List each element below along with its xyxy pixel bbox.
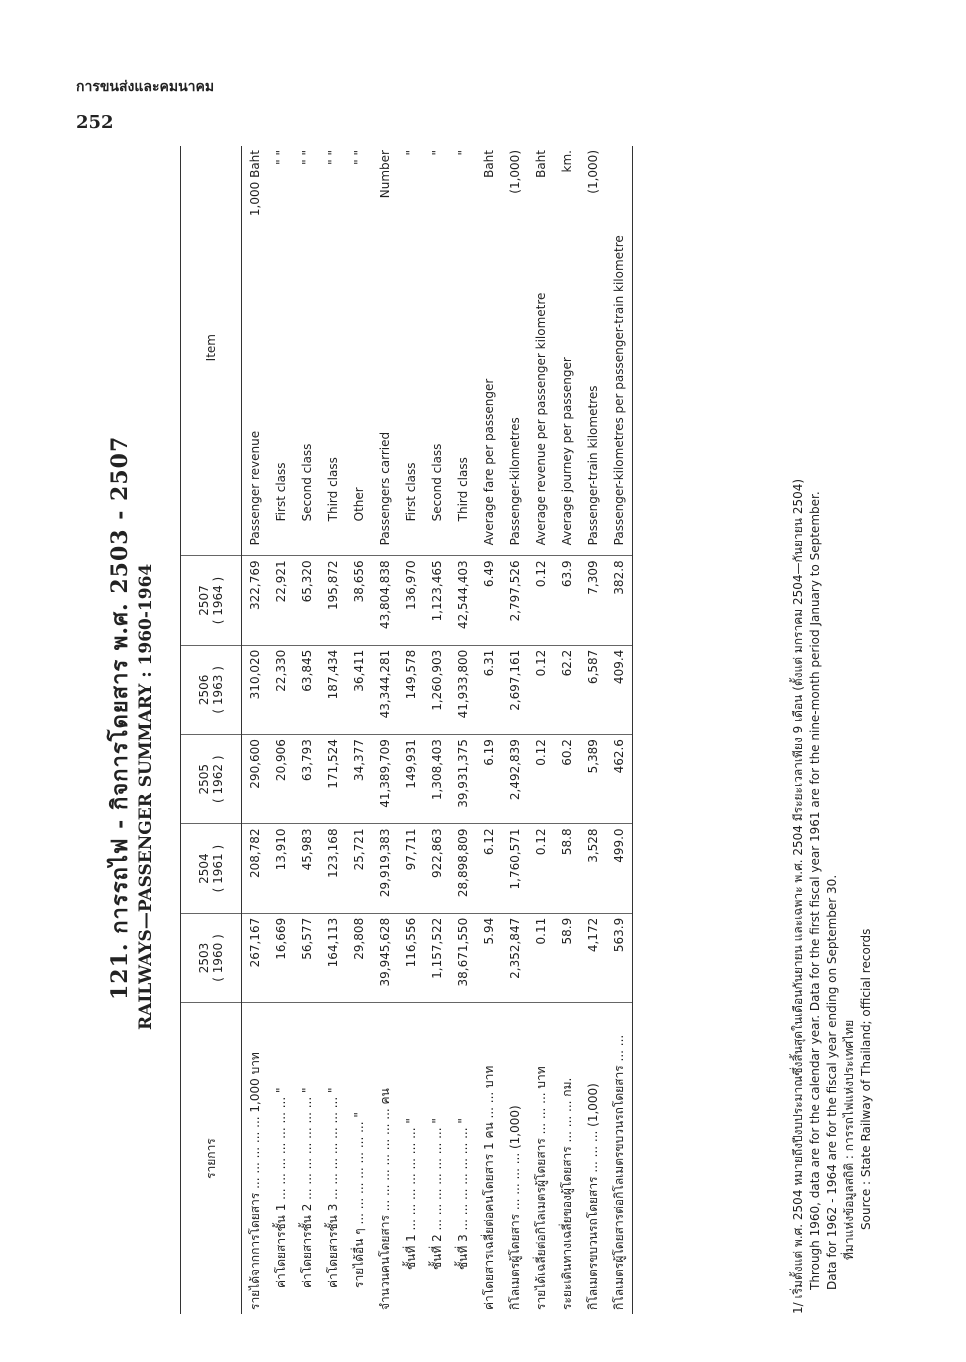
year-be: 2506	[197, 674, 211, 706]
value-cell: 6,587	[580, 645, 606, 734]
value-cell: 2,797,526	[502, 556, 528, 645]
value-cell: 3,528	[580, 824, 606, 913]
value-cell: 39,931,375	[450, 735, 476, 824]
row-unit: "	[404, 150, 418, 156]
value-cell: 42,544,403	[450, 556, 476, 645]
table-row	[476, 146, 502, 1314]
value-cell: 63.9	[554, 556, 580, 645]
footnote-thai: 1/ เริ่มตั้งแต่ พ.ศ. 2504 หมายถึงปีงบประมาณซึ่งสิ้นสุดในเดือนกันยายน และเฉพาะ พ.ศ. 2504 มีระยะเวลาเพียง 9 เดือน (ตั้งแต่ มกราคม 2504—กันยายน 2504)	[791, 478, 805, 1314]
table-row	[398, 146, 424, 1314]
value-cell: 322,769	[242, 556, 269, 645]
row-unit	[606, 146, 633, 231]
row-label-thai: รายได้อื่น ๆ ... ... ... ... ... ... ... "	[351, 1112, 366, 1288]
value-cell: 6.49	[476, 556, 502, 645]
value-cell: 149,931	[398, 735, 424, 824]
header-year	[181, 913, 242, 1002]
row-unit: Number	[378, 150, 392, 199]
value-cell: 0.12	[528, 735, 554, 824]
row-unit: " "	[300, 150, 314, 165]
value-cell: 36,411	[346, 645, 372, 734]
row-label-thai: ค่าโดยสารเฉลี่ยต่อคนโดยสาร 1 คน ... ... บาท	[481, 1065, 496, 1310]
value-cell: 56,577	[294, 913, 320, 1002]
row-label-english: Passenger-kilometres per passenger-train kilometre	[606, 231, 633, 556]
value-cell: 20,906	[268, 735, 294, 824]
value-cell: 41,933,800	[450, 645, 476, 734]
value-cell: 5,389	[580, 735, 606, 824]
value-cell: 499.0	[606, 824, 633, 913]
source-english: Source : State Railway of Thailand; official records	[859, 928, 873, 1230]
row-unit: km.	[560, 150, 574, 173]
header-year	[181, 645, 242, 734]
header-year	[181, 556, 242, 645]
value-cell: 149,578	[398, 645, 424, 734]
value-cell: 6.31	[476, 645, 502, 734]
header-english-item: Item	[181, 146, 242, 556]
year-ad: ( 1962 )	[211, 755, 225, 804]
value-cell: 563.9	[606, 913, 633, 1002]
row-label-english: Third class	[320, 231, 346, 556]
source-thai: ที่มาแห่งข้อมูลสถิติ : การรถไฟแห่งประเทศไทย	[842, 1019, 856, 1260]
row-label-english: Third class	[450, 231, 476, 556]
value-cell: 290,600	[242, 735, 269, 824]
row-label-thai: รายได้เฉลี่ยต่อกิโลเมตรผู้โดยสาร ... ... ... บาท	[533, 1066, 548, 1310]
value-cell: 6.12	[476, 824, 502, 913]
table-row	[450, 146, 476, 1314]
row-unit: " "	[274, 150, 288, 165]
value-cell: 0.12	[528, 824, 554, 913]
row-label-english: Passenger-train kilometres	[580, 231, 606, 556]
row-label-english: Other	[346, 231, 372, 556]
row-label-thai: กิโลเมตรผู้โดยสาร ... ... ... ... (1,000)	[507, 1105, 522, 1310]
row-unit: (1,000)	[508, 150, 522, 194]
table-row	[242, 146, 269, 1314]
value-cell: 136,970	[398, 556, 424, 645]
value-cell: 2,492,839	[502, 735, 528, 824]
year-ad: ( 1961 )	[211, 844, 225, 893]
year-ad: ( 1964 )	[211, 576, 225, 625]
row-label-thai: ชั้นที่ 3 ... ... ... ... ... ... ... "	[455, 1118, 470, 1270]
value-cell: 29,808	[346, 913, 372, 1002]
row-label-thai: ระยะเดินทางเฉลี่ยของผู้โดยสาร ... ... ... กม.	[559, 1077, 574, 1310]
value-cell: 45,983	[294, 824, 320, 913]
table-row	[346, 146, 372, 1314]
value-cell: 1,157,522	[424, 913, 450, 1002]
value-cell: 0.11	[528, 913, 554, 1002]
row-label-thai: ชั้นที่ 2 ... ... ... ... ... ... ... "	[429, 1118, 444, 1270]
row-label-english: First class	[398, 231, 424, 556]
value-cell: 1,123,465	[424, 556, 450, 645]
table-row	[580, 146, 606, 1314]
value-cell: 208,782	[242, 824, 269, 913]
table-row	[502, 146, 528, 1314]
value-cell: 267,167	[242, 913, 269, 1002]
year-be: 2505	[197, 763, 211, 795]
value-cell: 164,113	[320, 913, 346, 1002]
table-header-row	[181, 146, 242, 1314]
value-cell: 1,760,571	[502, 824, 528, 913]
row-label-english: Passenger-kilometres	[502, 231, 528, 556]
row-label-english: Second class	[294, 231, 320, 556]
table-title-thai: 121. การรถไฟ - กิจการโดยสาร พ.ศ. 2503 - 2507	[107, 435, 133, 1000]
row-unit: Baht	[534, 150, 548, 178]
value-cell: 922,863	[424, 824, 450, 913]
row-label-thai: ค่าโดยสารชั้น 2 ... ... ... ... ... ... ... "	[299, 1087, 314, 1288]
value-cell: 462.6	[606, 735, 633, 824]
passenger-summary-table	[180, 146, 633, 1314]
table-row	[294, 146, 320, 1314]
value-cell: 22,330	[268, 645, 294, 734]
value-cell: 382.8	[606, 556, 633, 645]
value-cell: 310,020	[242, 645, 269, 734]
value-cell: 2,697,161	[502, 645, 528, 734]
value-cell: 63,845	[294, 645, 320, 734]
table-title-english: RAILWAYS—PASSENGER SUMMARY : 1960-1964	[136, 563, 156, 1030]
header-year	[181, 824, 242, 913]
value-cell: 0.12	[528, 556, 554, 645]
value-cell: 39,945,628	[372, 913, 398, 1002]
value-cell: 25,721	[346, 824, 372, 913]
footnote-english-1: Through 1960, data are for the calendar year. Data for the first fiscal year 1961 are for the nine-month period January to September.	[808, 491, 822, 1290]
page-number: 252	[76, 112, 114, 133]
table-row	[424, 146, 450, 1314]
row-label-thai: ค่าโดยสารชั้น 3 ... ... ... ... ... ... ... "	[325, 1087, 340, 1288]
value-cell: 58.8	[554, 824, 580, 913]
value-cell: 4,172	[580, 913, 606, 1002]
value-cell: 195,872	[320, 556, 346, 645]
year-be: 2507	[197, 585, 211, 616]
row-label-english: Second class	[424, 231, 450, 556]
value-cell: 1,260,903	[424, 645, 450, 734]
row-unit: (1,000)	[586, 150, 600, 194]
value-cell: 1,308,403	[424, 735, 450, 824]
row-unit: Baht	[482, 150, 496, 178]
row-label-thai: กิโลเมตรขบวนรถโดยสาร ... ... ... (1,000)	[585, 1083, 600, 1310]
rotated-page	[80, 130, 940, 1330]
row-unit: "	[456, 150, 470, 156]
value-cell: 28,898,809	[450, 824, 476, 913]
row-label-thai: ค่าโดยสารชั้น 1 ... ... ... ... ... ... ... "	[273, 1087, 288, 1288]
value-cell: 38,656	[346, 556, 372, 645]
header-year	[181, 735, 242, 824]
value-cell: 116,556	[398, 913, 424, 1002]
value-cell: 58.9	[554, 913, 580, 1002]
row-label-english: Passengers carried	[372, 231, 398, 556]
section-header: การขนส่งและคมนาคม	[76, 79, 215, 95]
row-label-thai: จำนวนคนโดยสาร ... ... ... ... ... ... ... คน	[377, 1088, 392, 1310]
footnote-english-2: Data for 1962 - 1964 are for the fiscal year ending on September 30.	[825, 874, 839, 1290]
value-cell: 38,671,550	[450, 913, 476, 1002]
table-row	[606, 146, 633, 1314]
value-cell: 34,377	[346, 735, 372, 824]
value-cell: 62.2	[554, 645, 580, 734]
table-row	[268, 146, 294, 1314]
value-cell: 65,320	[294, 556, 320, 645]
year-ad: ( 1963 )	[211, 666, 225, 714]
value-cell: 7,309	[580, 556, 606, 645]
table-row	[554, 146, 580, 1314]
row-unit: 1,000 Baht	[248, 150, 262, 217]
value-cell: 171,524	[320, 735, 346, 824]
row-label-english: Passenger revenue	[242, 231, 269, 556]
row-label-thai: กิโลเมตรผู้โดยสารต่อกิโลเมตรขบวนรถโดยสาร ... ...	[606, 1003, 633, 1314]
table-row	[320, 146, 346, 1314]
value-cell: 123,168	[320, 824, 346, 913]
value-cell: 41,389,709	[372, 735, 398, 824]
row-unit: " "	[352, 150, 366, 165]
row-unit: "	[430, 150, 444, 156]
row-unit: " "	[326, 150, 340, 165]
value-cell: 2,352,847	[502, 913, 528, 1002]
value-cell: 63,793	[294, 735, 320, 824]
year-be: 2504	[197, 853, 211, 884]
footnotes	[790, 146, 875, 1314]
header-thai-item: รายการ	[181, 1003, 242, 1314]
value-cell: 187,434	[320, 645, 346, 734]
row-label-english: Average fare per passenger	[476, 231, 502, 556]
value-cell: 6.19	[476, 735, 502, 824]
value-cell: 5.94	[476, 913, 502, 1002]
year-ad: ( 1960 )	[211, 934, 225, 982]
table-row	[372, 146, 398, 1314]
row-label-english: Average journey per passenger	[554, 231, 580, 556]
row-label-english: Average revenue per passenger kilometre	[528, 231, 554, 556]
table-row	[528, 146, 554, 1314]
row-label-thai: รายได้จากการโดยสาร ... ... ... ... ... 1,000 บาท	[247, 1052, 262, 1310]
value-cell: 43,804,838	[372, 556, 398, 645]
value-cell: 13,910	[268, 824, 294, 913]
value-cell: 0.12	[528, 645, 554, 734]
value-cell: 97,711	[398, 824, 424, 913]
value-cell: 29,919,383	[372, 824, 398, 913]
value-cell: 16,669	[268, 913, 294, 1002]
row-label-thai: ชั้นที่ 1 ... ... ... ... ... ... ... "	[403, 1118, 418, 1270]
value-cell: 409.4	[606, 645, 633, 734]
year-be: 2503	[197, 942, 211, 974]
row-label-english: First class	[268, 231, 294, 556]
table-body	[242, 146, 633, 1314]
value-cell: 43,344,281	[372, 645, 398, 734]
value-cell: 22,921	[268, 556, 294, 645]
value-cell: 60.2	[554, 735, 580, 824]
